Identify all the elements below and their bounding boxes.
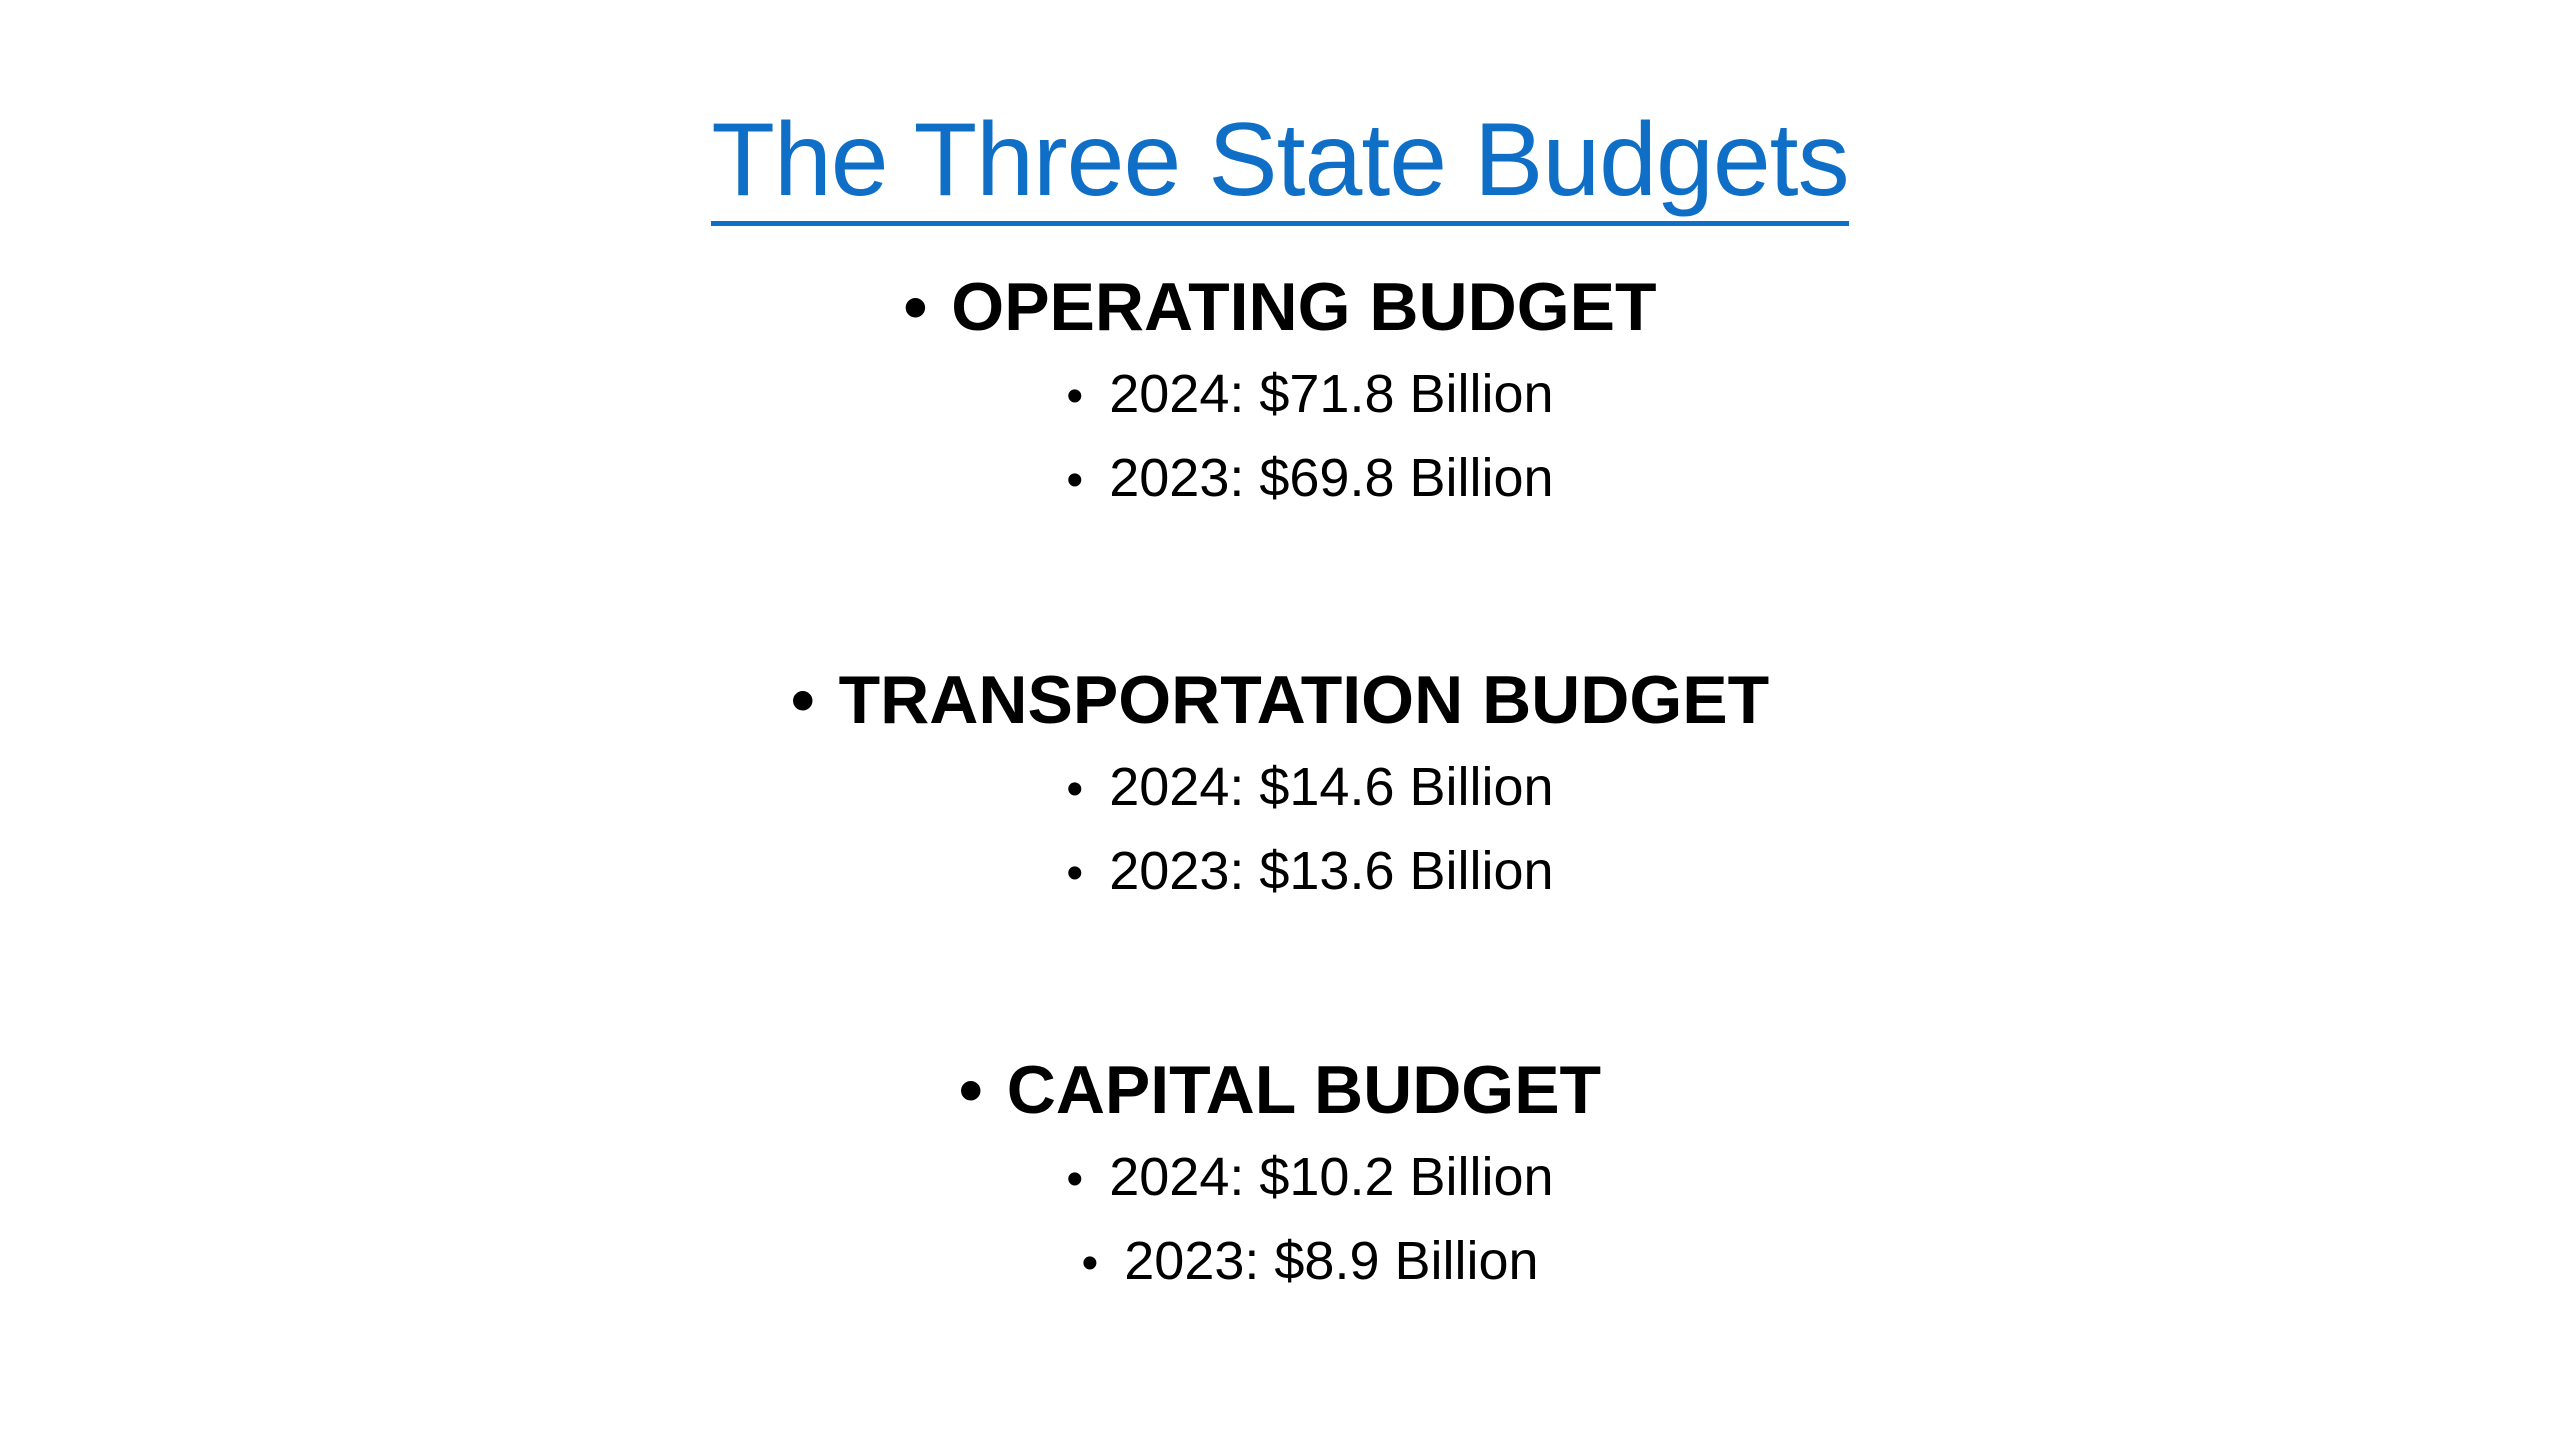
list-item-text: 2023: $69.8 Billion <box>1109 448 1554 508</box>
list-item <box>0 352 2560 436</box>
bullet-icon: • <box>1066 763 1084 816</box>
list-item <box>0 745 2560 829</box>
list-item <box>0 1135 2560 1219</box>
bullet-icon: • <box>903 269 928 345</box>
bullet-icon: • <box>1066 454 1084 507</box>
list-item <box>0 829 2560 913</box>
bullet-icon: • <box>1081 1237 1099 1290</box>
heading-text: CAPITAL BUDGET <box>1006 1052 1602 1128</box>
bullet-icon: • <box>1066 1153 1084 1206</box>
section-transportation-budget <box>0 655 2560 913</box>
slide-title-container <box>0 95 2560 226</box>
section-heading <box>0 655 2560 745</box>
list-item <box>0 1219 2560 1303</box>
section-capital-budget <box>0 1045 2560 1303</box>
list-item-text: 2024: $14.6 Billion <box>1109 757 1554 817</box>
section-heading <box>0 262 2560 352</box>
slide-title: The Three State Budgets <box>711 101 1848 226</box>
bullet-icon: • <box>790 662 815 738</box>
section-heading <box>0 1045 2560 1135</box>
heading-text: OPERATING BUDGET <box>951 269 1657 345</box>
list-item-text: 2024: $71.8 Billion <box>1109 364 1554 424</box>
bullet-icon: • <box>1066 847 1084 900</box>
bullet-icon: • <box>1066 370 1084 423</box>
list-item-text: 2023: $8.9 Billion <box>1124 1231 1539 1291</box>
list-item-text: 2024: $10.2 Billion <box>1109 1147 1554 1207</box>
bullet-icon: • <box>958 1052 983 1128</box>
section-operating-budget <box>0 262 2560 520</box>
heading-text: TRANSPORTATION BUDGET <box>838 662 1770 738</box>
list-item-text: 2023: $13.6 Billion <box>1109 841 1554 901</box>
list-item <box>0 436 2560 520</box>
